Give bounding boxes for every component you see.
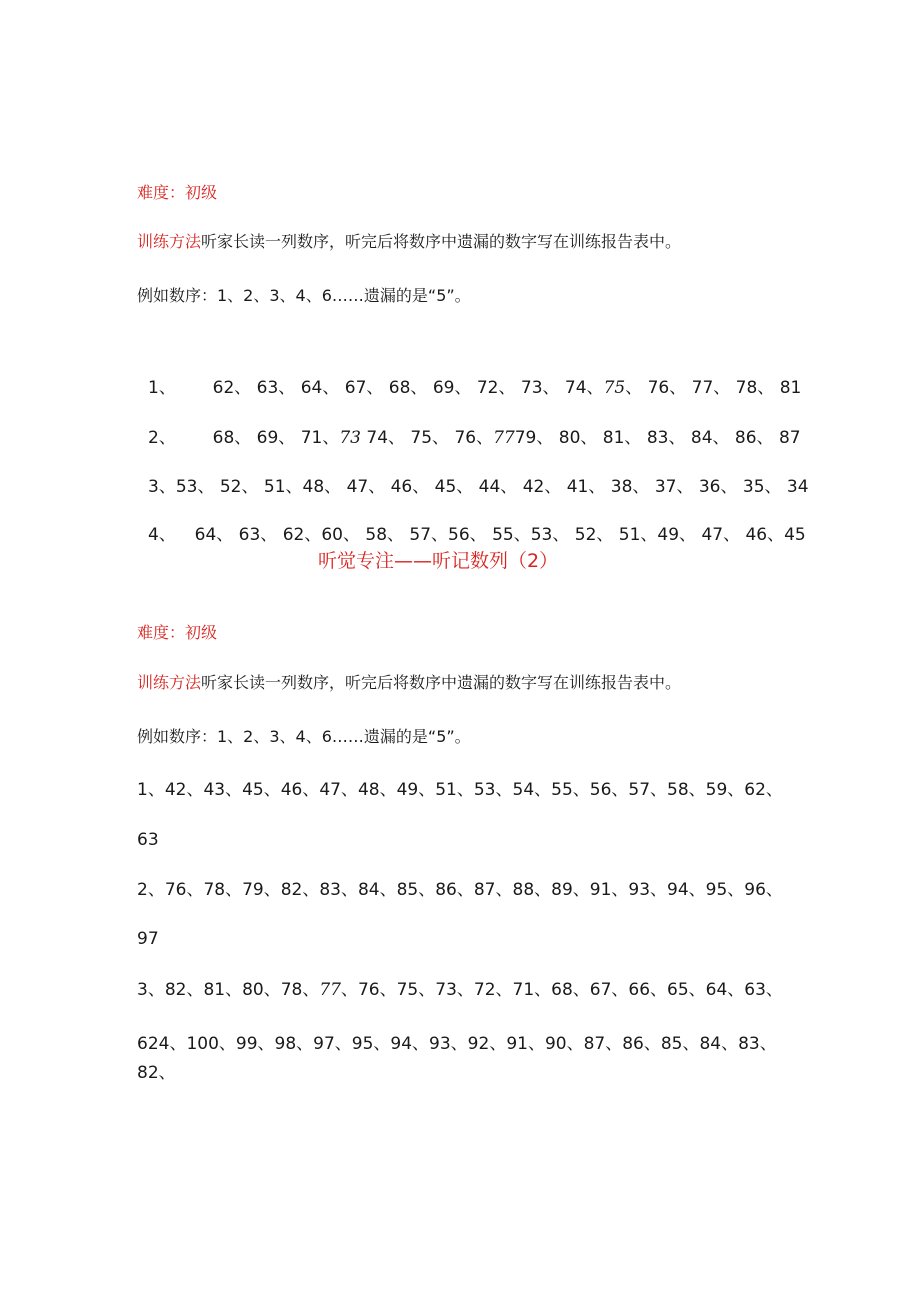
sequence-text: 62、 63、 64、 67、 68、 69、 72、 73、 74、: [212, 378, 604, 398]
difficulty-label-1: 难度：初级: [137, 183, 218, 202]
lower-sequence-2-line-2: 97: [137, 929, 159, 949]
example-line-1: 例如数序：1、2、3、4、6……遗漏的是“5”。: [137, 286, 471, 305]
lower-sequence-4-line-2: 82、: [137, 1063, 176, 1083]
sequence-text: 、76、75、73、72、71、68、67、66、65、64、63、: [340, 980, 783, 1000]
sequence-row-4: [148, 524, 806, 546]
method-text-2: 听家长读一列数序，听完后将数序中遗漏的数字写在训练报告表中。: [201, 673, 682, 692]
handwritten-answer: 73: [339, 428, 361, 448]
row-number: 2、: [148, 428, 176, 448]
lower-sequence-4-line-1: 624、100、99、98、97、95、94、93、92、91、90、87、86、85、84、83、: [137, 1034, 777, 1054]
sequence-text: 68、 69、 71、: [212, 428, 340, 448]
handwritten-answer: 77: [319, 980, 341, 1000]
method-label-1: 训练方法: [137, 232, 202, 251]
sequence-row-2: [148, 427, 801, 449]
lower-sequence-3-line-1: [137, 979, 783, 1001]
row-number: 3、: [148, 477, 176, 497]
method-label-2: 训练方法: [137, 673, 202, 692]
handwritten-answer: 77: [493, 428, 515, 448]
row-number: 4、: [148, 525, 176, 545]
handwritten-answer: 75: [603, 378, 626, 398]
sequence-row-1: [148, 377, 801, 399]
sequence-text: 、 76、 77、 78、 81: [625, 378, 802, 398]
sequence-text: 79、 80、 81、 83、 84、 86、 87: [514, 428, 801, 448]
lower-sequence-1-line-1: 1、42、43、45、46、47、48、49、51、53、54、55、56、57、58、59、62、: [137, 780, 783, 800]
sequence-row-3: [148, 476, 809, 498]
method-line-2: [137, 672, 681, 694]
method-line-1: [137, 231, 681, 253]
difficulty-label-2: 难度：初级: [137, 623, 218, 642]
method-text-1: 听家长读一列数序，听完后将数序中遗漏的数字写在训练报告表中。: [201, 232, 682, 251]
page-title: 听觉专注——听记数列（2）: [318, 550, 559, 572]
example-line-2: 例如数序：1、2、3、4、6……遗漏的是“5”。: [137, 727, 471, 746]
lower-sequence-2-line-1: 2、76、78、79、82、83、84、85、86、87、88、89、91、93、94、95、96、: [137, 880, 783, 900]
sequence-text: 64、 63、 62、60、 58、 57、56、 55、53、 52、 51、49、 47、 46、45: [194, 525, 806, 545]
sequence-text: 53、 52、 51、48、 47、 46、 45、 44、 42、 41、 38、 37、 36、 35、 34: [175, 477, 809, 497]
row-number: 1、: [148, 378, 176, 398]
sequence-text: 3、82、81、80、78、: [137, 980, 320, 1000]
lower-sequence-1-line-2: 63: [137, 830, 159, 850]
sequence-text: 74、 75、 76、: [360, 428, 494, 448]
